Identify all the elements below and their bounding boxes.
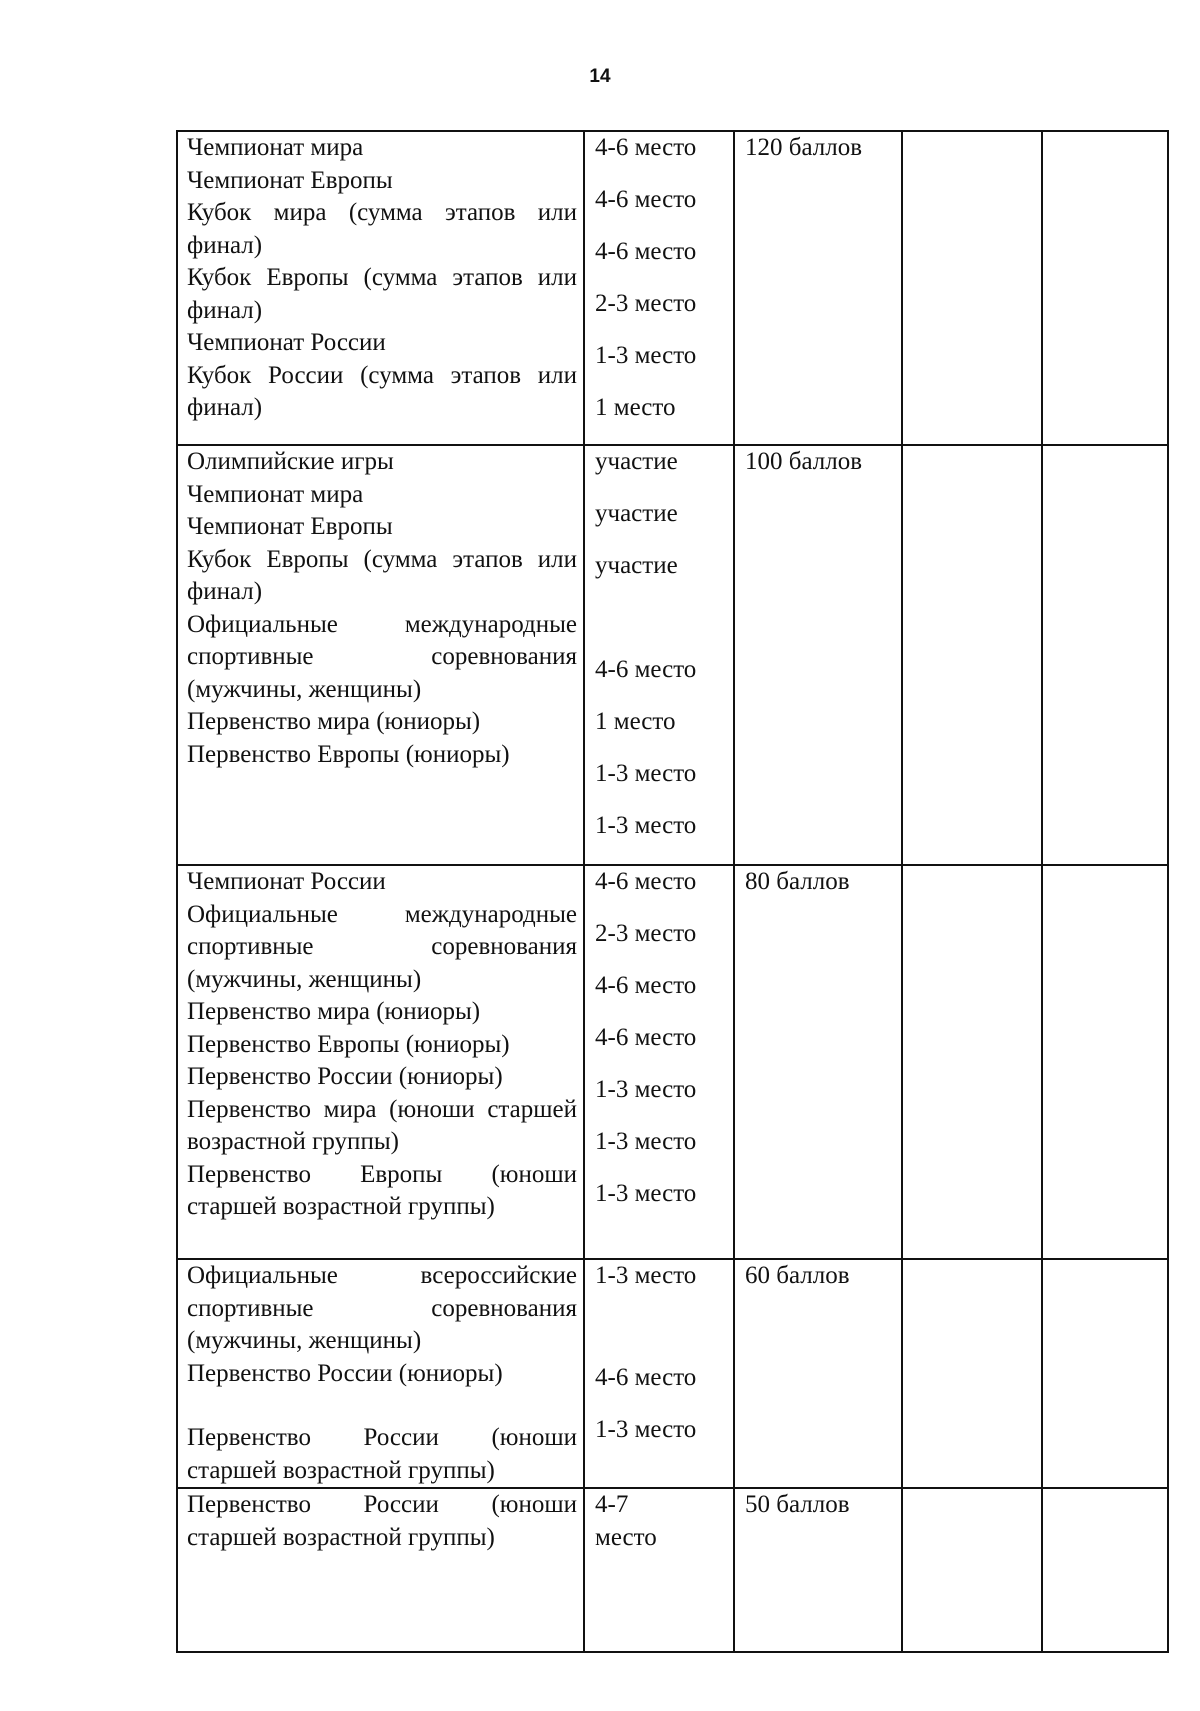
place-item: 1-3 место <box>595 1416 697 1443</box>
place-item: 4-7 место <box>595 1491 657 1551</box>
places-cell <box>584 1488 734 1652</box>
place-item: участие <box>595 500 678 527</box>
empty-cell <box>902 445 1042 865</box>
places-cell <box>584 865 734 1259</box>
place-item: 4-6 место <box>595 1364 697 1391</box>
event-item: Официальные всероссийские спортивные соревнования (мужчины, женщины) <box>187 1262 577 1354</box>
points-cell: 120 баллов <box>734 131 902 445</box>
event-item: Чемпионат мира <box>187 480 364 508</box>
page-number: 14 <box>589 66 611 87</box>
places-cell <box>584 445 734 865</box>
empty-cell <box>902 131 1042 445</box>
empty-cell <box>1042 1488 1168 1652</box>
place-item: 2-3 место <box>595 290 697 317</box>
place-item: 2-3 место <box>595 920 697 947</box>
points-cell: 50 баллов <box>734 1488 902 1652</box>
empty-cell <box>1042 865 1168 1259</box>
events-cell <box>177 1259 584 1488</box>
place-item: 4-6 место <box>595 238 697 265</box>
event-item: Первенство России (юниоры) <box>187 1359 503 1387</box>
event-item: Чемпионат Европы <box>187 513 393 540</box>
event-item: Официальные международные спортивные соревнования (мужчины, женщины) <box>187 610 577 703</box>
place-item: 1-3 место <box>595 342 697 369</box>
events-cell <box>177 1488 584 1652</box>
place-item: 1 место <box>595 708 676 735</box>
event-item: Олимпийские игры <box>187 448 394 475</box>
event-item: Первенство Европы (юниоры) <box>187 740 510 768</box>
event-item: Кубок России (сумма этапов или финал) <box>187 361 577 421</box>
empty-cell <box>902 1488 1042 1652</box>
event-item: Первенство Европы (юноши старшей возрастной группы) <box>187 1160 577 1220</box>
points-cell: 80 баллов <box>734 865 902 1259</box>
table-row <box>177 131 1168 445</box>
event-item: Кубок Европы (сумма этапов или финал) <box>187 545 577 605</box>
place-item: 1-3 место <box>595 760 697 787</box>
empty-cell <box>1042 445 1168 865</box>
event-item: Первенство Европы (юниоры) <box>187 1030 510 1058</box>
event-item: Чемпионат Европы <box>187 166 393 194</box>
empty-cell <box>1042 131 1168 445</box>
places-cell <box>584 131 734 445</box>
event-item: Чемпионат России <box>187 329 386 356</box>
event-item: Официальные международные спортивные соревнования (мужчины, женщины) <box>187 900 577 993</box>
empty-cell <box>902 1259 1042 1488</box>
events-cell <box>177 865 584 1259</box>
place-item: 1-3 место <box>595 1262 697 1289</box>
event-item: Чемпионат мира <box>187 134 364 161</box>
place-item: 4-6 место <box>595 134 697 161</box>
event-item: Первенство России (юноши старшей возрастной группы) <box>187 1491 577 1551</box>
event-item: Первенство мира (юниоры) <box>187 998 481 1025</box>
event-item: Первенство мира (юниоры) <box>187 708 481 735</box>
place-item: 4-6 место <box>595 1024 697 1051</box>
events-cell <box>177 131 584 445</box>
place-item: участие <box>595 448 678 475</box>
event-item: Первенство России (юниоры) <box>187 1063 503 1090</box>
place-item: 1-3 место <box>595 1180 697 1207</box>
place-item: 4-6 место <box>595 868 697 895</box>
table-row <box>177 1488 1168 1652</box>
event-item: Первенство России (юноши старшей возрастной группы) <box>187 1424 577 1484</box>
places-cell <box>584 1259 734 1488</box>
table-row <box>177 865 1168 1259</box>
events-cell <box>177 445 584 865</box>
event-item: Чемпионат России <box>187 868 386 895</box>
empty-cell <box>1042 1259 1168 1488</box>
points-cell: 60 баллов <box>734 1259 902 1488</box>
place-item: 4-6 место <box>595 656 697 683</box>
event-item: Кубок мира (сумма этапов или финал) <box>187 199 577 259</box>
place-item: 1 место <box>595 394 676 421</box>
points-cell: 100 баллов <box>734 445 902 865</box>
scoring-table <box>176 130 1169 1653</box>
place-item: 1-3 место <box>595 1076 697 1103</box>
place-item: участие <box>595 552 678 579</box>
place-item: 4-6 место <box>595 972 697 999</box>
place-item: 1-3 место <box>595 1128 697 1155</box>
empty-cell <box>902 865 1042 1259</box>
place-item: 4-6 место <box>595 186 697 213</box>
place-item: 1-3 место <box>595 812 697 839</box>
table-row <box>177 445 1168 865</box>
table-row <box>177 1259 1168 1488</box>
event-item: Первенство мира (юноши старшей возрастной группы) <box>187 1095 577 1155</box>
event-item: Кубок Европы (сумма этапов или финал) <box>187 264 577 324</box>
